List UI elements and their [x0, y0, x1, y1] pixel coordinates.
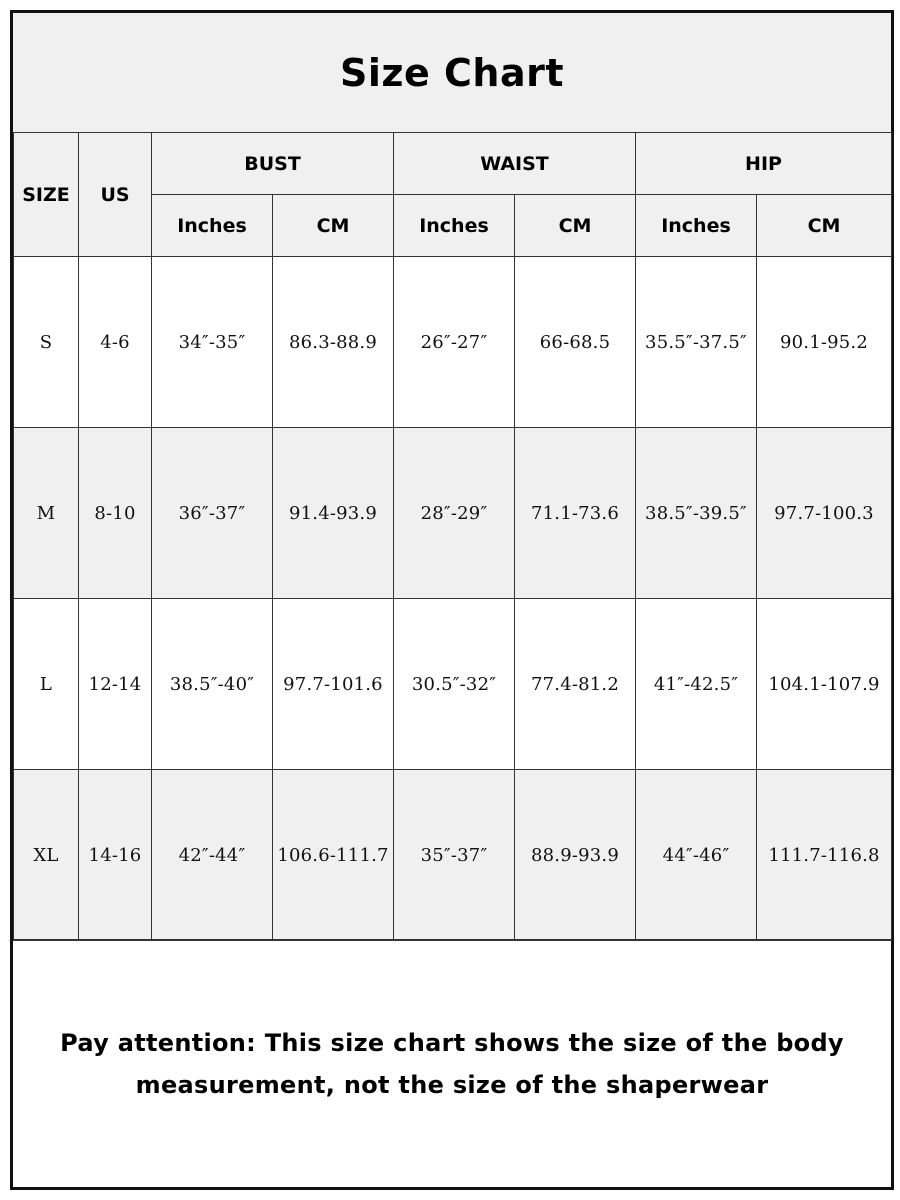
- table-row-s: [14, 257, 892, 428]
- header-bust: BUST: [152, 133, 394, 195]
- table-row-l: [14, 599, 892, 770]
- cell-hip-cm: 111.7-116.8: [757, 770, 892, 941]
- table-row-xl: [14, 770, 892, 941]
- header-bust-cm: CM: [273, 195, 394, 257]
- cell-hip-cm: 104.1-107.9: [757, 599, 892, 770]
- cell-waist-inches: 35″-37″: [394, 770, 515, 941]
- cell-bust-cm: 106.6-111.7: [273, 770, 394, 941]
- attention-line-2: measurement, not the size of the shaperwear: [135, 1071, 769, 1099]
- header-hip-inches: Inches: [636, 195, 757, 257]
- cell-bust-cm: 86.3-88.9: [273, 257, 394, 428]
- cell-us: 12-14: [79, 599, 152, 770]
- cell-bust-inches: 34″-35″: [152, 257, 273, 428]
- cell-size: XL: [14, 770, 79, 941]
- header-bust-inches: Inches: [152, 195, 273, 257]
- cell-size: M: [14, 428, 79, 599]
- cell-hip-inches: 44″-46″: [636, 770, 757, 941]
- header-us: US: [79, 133, 152, 257]
- cell-us: 14-16: [79, 770, 152, 941]
- table-row-m: [14, 428, 892, 599]
- cell-waist-cm: 77.4-81.2: [515, 599, 636, 770]
- cell-waist-cm: 88.9-93.9: [515, 770, 636, 941]
- header-row-groups: [14, 133, 892, 195]
- cell-size: L: [14, 599, 79, 770]
- header-waist-inches: Inches: [394, 195, 515, 257]
- cell-us: 4-6: [79, 257, 152, 428]
- header-hip-cm: CM: [757, 195, 892, 257]
- page-title: Size Chart: [339, 50, 564, 95]
- cell-hip-inches: 38.5″-39.5″: [636, 428, 757, 599]
- cell-waist-cm: 71.1-73.6: [515, 428, 636, 599]
- cell-bust-cm: 91.4-93.9: [273, 428, 394, 599]
- cell-waist-inches: 26″-27″: [394, 257, 515, 428]
- header-hip: HIP: [636, 133, 892, 195]
- cell-hip-inches: 35.5″-37.5″: [636, 257, 757, 428]
- header-size: SIZE: [14, 133, 79, 257]
- cell-bust-inches: 36″-37″: [152, 428, 273, 599]
- cell-hip-cm: 90.1-95.2: [757, 257, 892, 428]
- cell-bust-inches: 42″-44″: [152, 770, 273, 941]
- cell-hip-cm: 97.7-100.3: [757, 428, 892, 599]
- cell-waist-cm: 66-68.5: [515, 257, 636, 428]
- size-table: [13, 132, 892, 941]
- attention-line-1: Pay attention: This size chart shows the size of the body: [60, 1029, 844, 1057]
- header-waist: WAIST: [394, 133, 636, 195]
- attention-text: [32, 1022, 872, 1106]
- title-band: [13, 13, 891, 134]
- cell-waist-inches: 28″-29″: [394, 428, 515, 599]
- cell-us: 8-10: [79, 428, 152, 599]
- size-chart-frame: [10, 10, 894, 1190]
- cell-bust-inches: 38.5″-40″: [152, 599, 273, 770]
- cell-bust-cm: 97.7-101.6: [273, 599, 394, 770]
- attention-note: [13, 939, 891, 1188]
- header-waist-cm: CM: [515, 195, 636, 257]
- cell-size: S: [14, 257, 79, 428]
- cell-waist-inches: 30.5″-32″: [394, 599, 515, 770]
- cell-hip-inches: 41″-42.5″: [636, 599, 757, 770]
